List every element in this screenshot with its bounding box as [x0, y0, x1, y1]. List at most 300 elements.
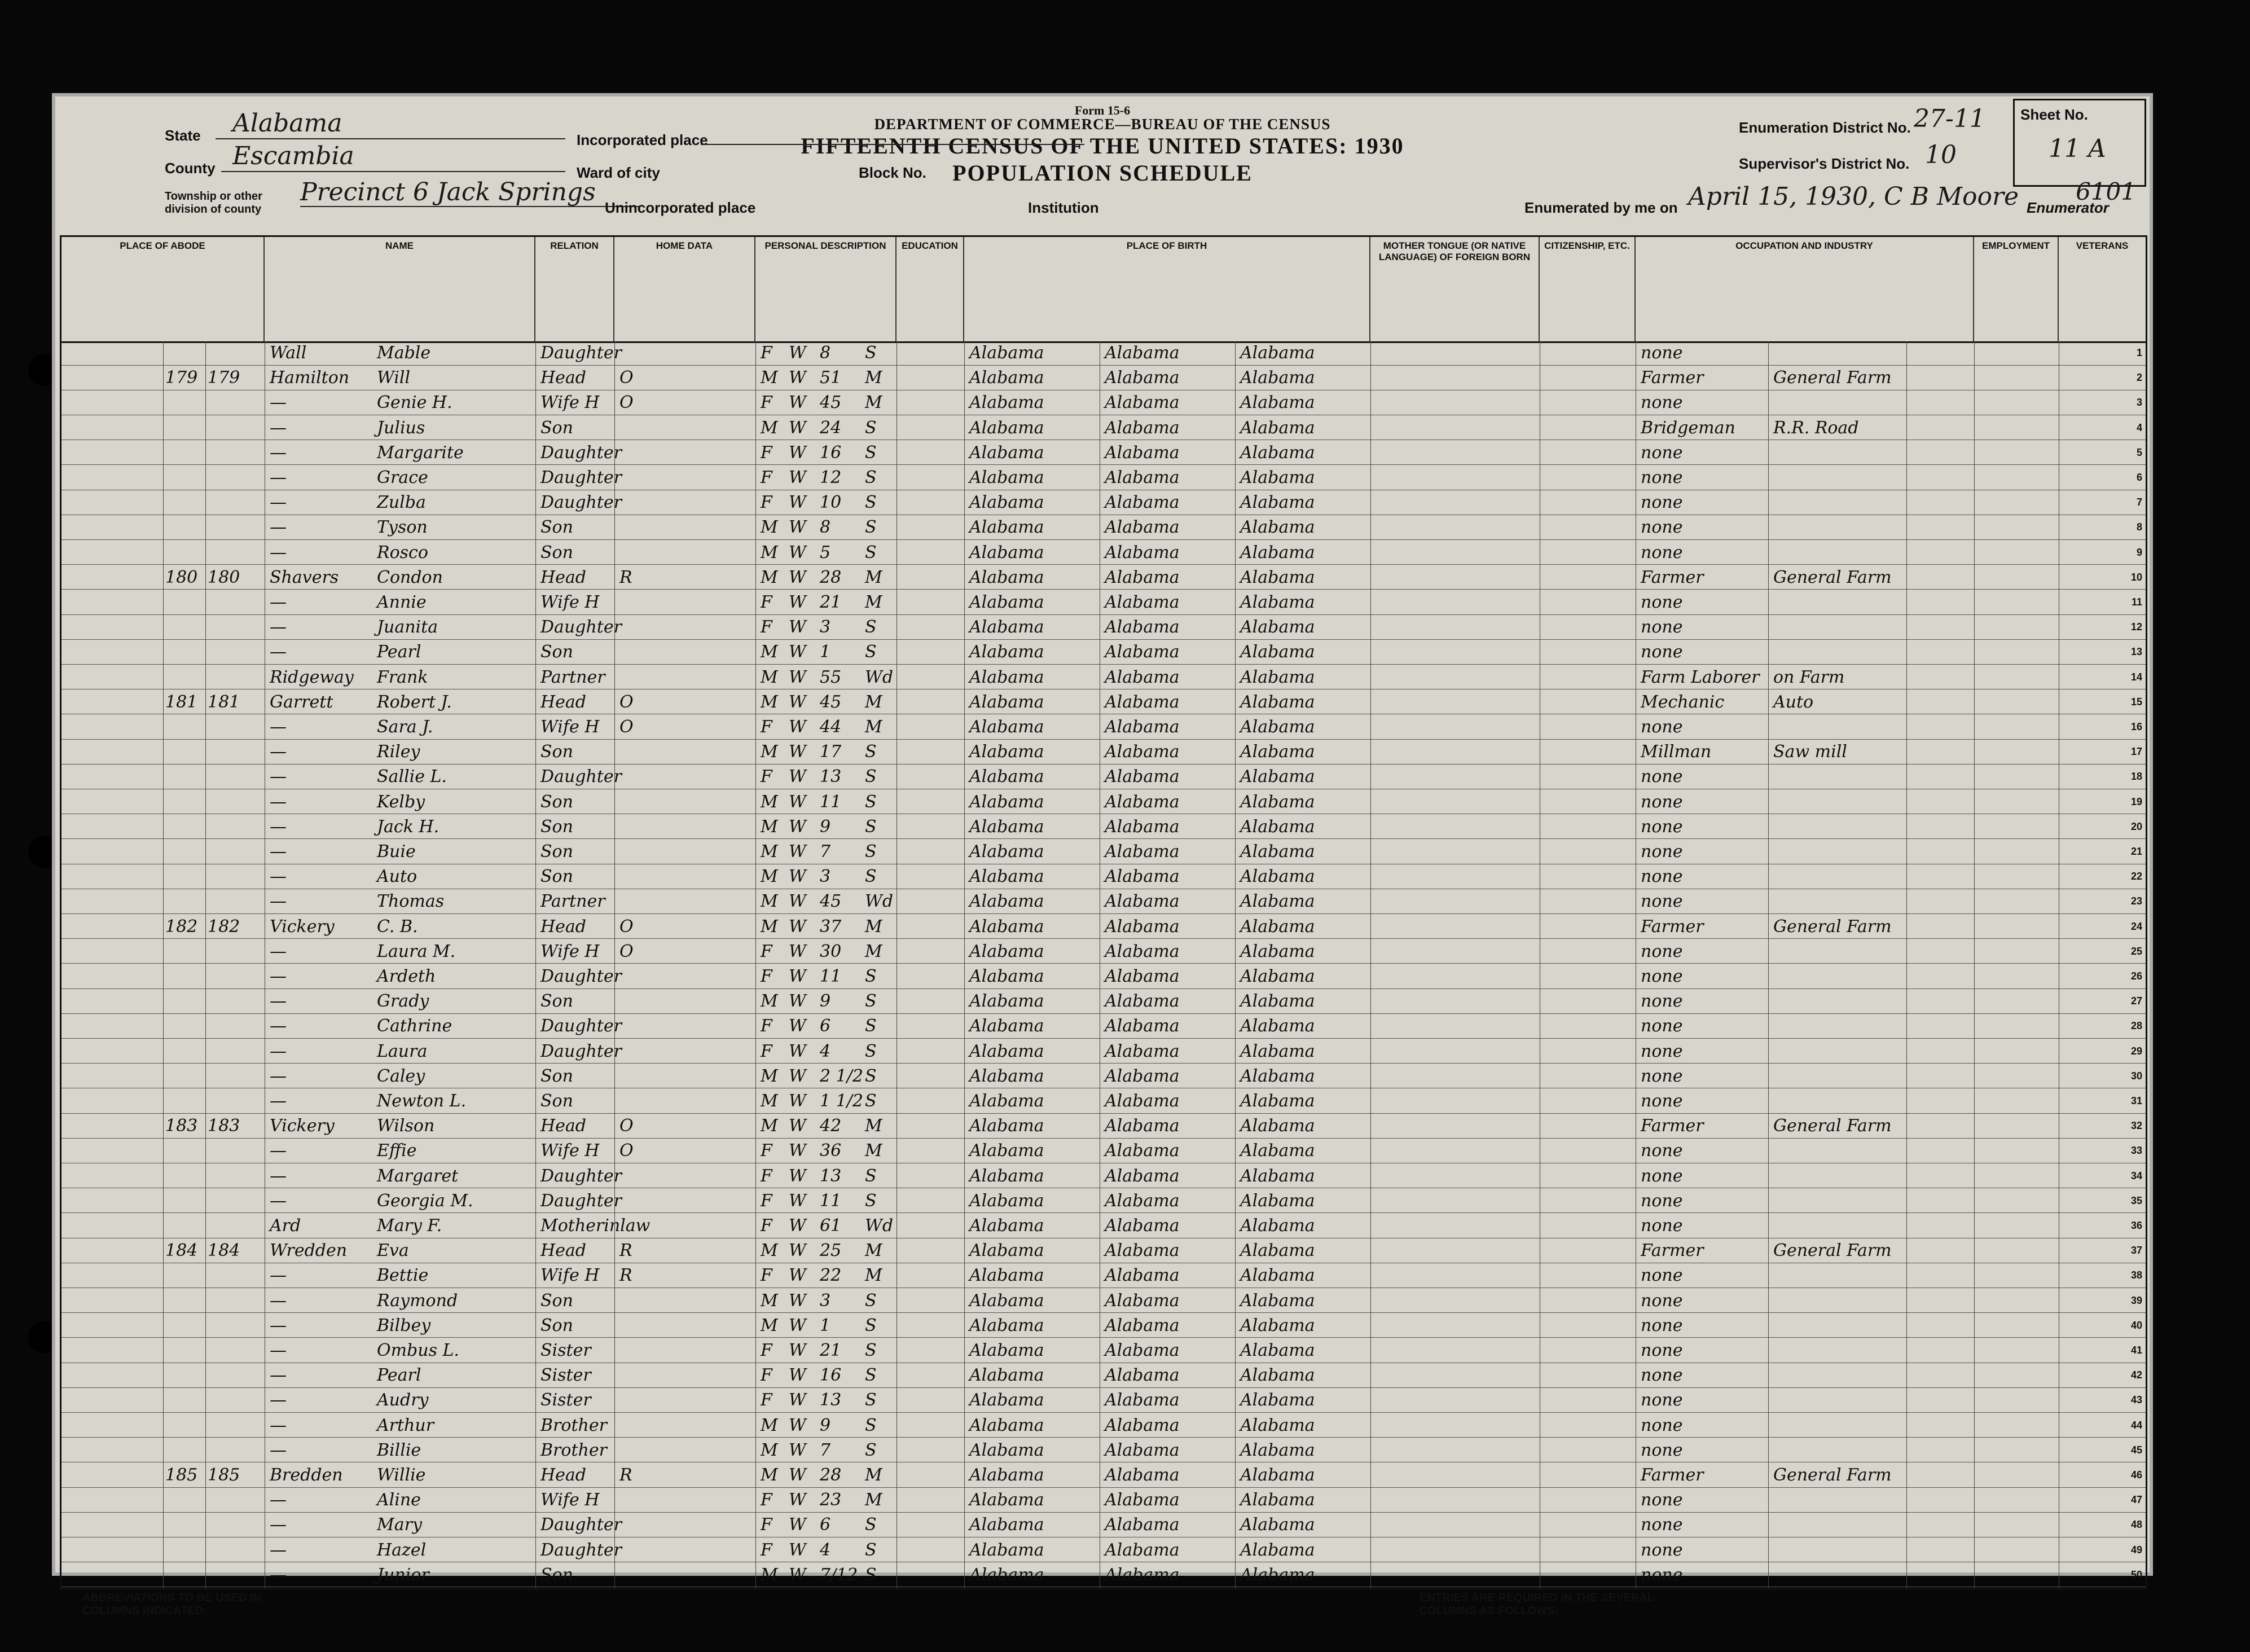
- cell-ind: General Farm: [1773, 1116, 1892, 1136]
- cell-fb: Alabama: [1105, 442, 1180, 463]
- cell-dw: 180: [165, 567, 198, 587]
- cell-mb: Alabama: [1240, 1440, 1315, 1460]
- cell-fb: Alabama: [1105, 493, 1180, 513]
- cell-occ: none: [1641, 717, 1683, 737]
- cell-surname: —: [270, 1490, 287, 1510]
- cell-age: 11: [820, 966, 842, 986]
- cell-rel: Son: [540, 1315, 573, 1335]
- cell-pb: Alabama: [969, 442, 1044, 463]
- cell-occ: none: [1641, 1341, 1683, 1360]
- cell-race: W: [789, 343, 806, 363]
- cell-pb: Alabama: [969, 767, 1044, 787]
- cell-pb: Alabama: [969, 542, 1044, 563]
- cell-age: 7/12: [820, 1565, 858, 1585]
- cell-given: Newton L.: [377, 1091, 467, 1111]
- cell-fb: Alabama: [1105, 1440, 1180, 1460]
- cell-own: [617, 516, 643, 539]
- cell-ms: S: [865, 742, 877, 762]
- cell-surname: —: [270, 442, 287, 463]
- cell-rel: Daughter: [540, 493, 622, 513]
- cell-sex: M: [761, 742, 778, 762]
- line-number: 16: [2130, 721, 2142, 732]
- cell-age: 55: [820, 667, 842, 687]
- cell-age: 4: [820, 1540, 831, 1560]
- cell-dw: [163, 640, 203, 664]
- cell-surname: —: [270, 642, 287, 662]
- cell-own: [617, 1563, 643, 1587]
- cell-given: Auto: [377, 867, 418, 887]
- cell-sex: M: [761, 1440, 778, 1460]
- column-divider: [1974, 341, 1975, 1588]
- line-number: 31: [2130, 1095, 2142, 1106]
- cell-mb: Alabama: [1240, 1365, 1315, 1386]
- cell-mb: Alabama: [1240, 368, 1315, 388]
- cell-ms: S: [865, 867, 877, 887]
- cell-ind: [1771, 1040, 1906, 1064]
- cell-ind: Auto: [1773, 692, 1814, 712]
- table-row: [61, 1289, 2146, 1313]
- cell-fb: Alabama: [1105, 1490, 1180, 1510]
- table-row: [61, 1439, 2146, 1463]
- cell-occ: Mechanic: [1641, 692, 1725, 712]
- cell-fam: [205, 765, 245, 789]
- cell-ind: [1771, 1389, 1906, 1412]
- table-row: [61, 1539, 2146, 1563]
- cell-ms: S: [865, 418, 877, 438]
- state-value: Alabama: [232, 109, 342, 138]
- cell-rel: Daughter: [540, 1515, 622, 1535]
- cell-race: W: [789, 1465, 806, 1485]
- cell-pb: Alabama: [969, 1315, 1044, 1335]
- cell-race: W: [789, 393, 806, 413]
- cell-ind: [1771, 1563, 1906, 1587]
- cell-own: [617, 466, 643, 490]
- cell-fb: Alabama: [1105, 667, 1180, 687]
- ed-label: Enumeration District No.: [1739, 119, 1911, 136]
- col-head-occupation-industry: OCCUPATION AND INDUSTRY: [1636, 237, 1974, 341]
- cell-pb: Alabama: [969, 1241, 1044, 1261]
- cell-sex: F: [761, 1390, 772, 1411]
- cell-fam: [205, 666, 245, 689]
- cell-given: Zulba: [377, 493, 426, 513]
- cell-ms: S: [865, 1016, 877, 1036]
- table-row: [61, 1189, 2146, 1214]
- col-head-relation: RELATION: [535, 237, 614, 341]
- cell-own: [617, 1314, 643, 1338]
- cell-given: C. B.: [377, 916, 418, 937]
- cell-given: Sara J.: [377, 717, 433, 737]
- line-number: 46: [2130, 1469, 2142, 1480]
- cell-occ: none: [1641, 1365, 1683, 1386]
- cell-sex: F: [761, 1490, 772, 1510]
- cell-ms: M: [865, 717, 882, 737]
- cell-ms: M: [865, 941, 882, 961]
- cell-pb: Alabama: [969, 617, 1044, 638]
- cell-fb: Alabama: [1105, 991, 1180, 1012]
- cell-fb: Alabama: [1105, 343, 1180, 363]
- stamp-number: 6101: [2076, 178, 2136, 205]
- cell-fb: Alabama: [1105, 767, 1180, 787]
- cell-race: W: [789, 1515, 806, 1535]
- cell-ind: General Farm: [1773, 916, 1892, 937]
- line-number: 43: [2130, 1394, 2142, 1406]
- cell-given: Laura: [377, 1041, 428, 1061]
- cell-fb: Alabama: [1105, 517, 1180, 538]
- cell-pb: Alabama: [969, 742, 1044, 762]
- cell-pb: Alabama: [969, 717, 1044, 737]
- township-label: Township or other division of county: [165, 190, 262, 216]
- cell-surname: —: [270, 468, 287, 487]
- table-row: [61, 566, 2146, 590]
- table-row: [61, 1364, 2146, 1388]
- cell-age: 28: [820, 567, 842, 587]
- cell-mb: Alabama: [1240, 991, 1315, 1012]
- cell-surname: Ard: [270, 1216, 301, 1236]
- cell-given: Tyson: [377, 517, 428, 538]
- cell-given: Mary F.: [377, 1216, 442, 1236]
- table-row: [61, 1339, 2146, 1363]
- cell-surname: —: [270, 542, 287, 563]
- cell-given: Condon: [377, 567, 443, 587]
- cell-dw: 181: [165, 692, 198, 712]
- cell-dw: [163, 1314, 203, 1338]
- cell-surname: —: [270, 1266, 287, 1286]
- cell-given: Kelby: [377, 792, 425, 812]
- col-head-abode: PLACE OF ABODE: [61, 237, 265, 341]
- cell-race: W: [789, 1440, 806, 1460]
- cell-race: W: [789, 867, 806, 887]
- cell-ind: [1771, 441, 1906, 465]
- cell-race: W: [789, 592, 806, 612]
- cell-ms: S: [865, 1341, 877, 1360]
- cell-rel: Sister: [540, 1341, 591, 1360]
- cell-pb: Alabama: [969, 792, 1044, 812]
- cell-fam: [205, 890, 245, 913]
- cell-fb: Alabama: [1105, 966, 1180, 986]
- cell-dw: [163, 740, 203, 764]
- cell-age: 1 1/2: [820, 1091, 863, 1111]
- cell-surname: —: [270, 792, 287, 812]
- cell-dw: 182: [165, 916, 198, 937]
- table-row: [61, 1464, 2146, 1488]
- cell-sex: F: [761, 1540, 772, 1560]
- cell-age: 3: [820, 1290, 831, 1311]
- cell-sex: F: [761, 1041, 772, 1061]
- cell-own: O: [619, 717, 634, 737]
- cell-ind: [1771, 1264, 1906, 1288]
- cell-ind: General Farm: [1773, 1241, 1892, 1261]
- cell-sex: M: [761, 1241, 778, 1261]
- cell-age: 42: [820, 1116, 842, 1136]
- cell-rel: Head: [540, 916, 587, 937]
- cell-sex: M: [761, 368, 778, 388]
- cell-ind: [1771, 1364, 1906, 1387]
- cell-rel: Brother: [540, 1440, 607, 1460]
- cell-own: [617, 840, 643, 864]
- cell-fb: Alabama: [1105, 792, 1180, 812]
- cell-sex: F: [761, 1166, 772, 1186]
- cell-own: O: [619, 1116, 634, 1136]
- cell-race: W: [789, 1290, 806, 1311]
- cell-rel: Son: [540, 418, 573, 438]
- cell-dw: [163, 541, 203, 565]
- cell-race: W: [789, 891, 806, 912]
- table-row: [61, 1414, 2146, 1438]
- cell-mb: Alabama: [1240, 867, 1315, 887]
- ed-value: 27-11: [1914, 104, 1985, 133]
- cell-pb: Alabama: [969, 368, 1044, 388]
- cell-own: [617, 541, 643, 565]
- cell-surname: —: [270, 1390, 287, 1411]
- line-number: 48: [2130, 1519, 2142, 1531]
- cell-age: 3: [820, 617, 831, 638]
- cell-surname: —: [270, 867, 287, 887]
- cell-fam: [205, 1214, 245, 1238]
- county-line: [221, 171, 565, 172]
- cell-ms: S: [865, 493, 877, 513]
- cell-occ: Farmer: [1641, 1241, 1704, 1261]
- cell-own: [617, 1414, 643, 1438]
- cell-occ: none: [1641, 343, 1683, 363]
- cell-surname: Vickery: [270, 1116, 335, 1136]
- cell-fam: [205, 591, 245, 614]
- cell-rel: Partner: [540, 667, 605, 687]
- cell-ms: S: [865, 842, 877, 862]
- cell-rel: Brother: [540, 1415, 607, 1435]
- cell-given: Riley: [377, 742, 420, 762]
- cell-ms: M: [865, 1490, 882, 1510]
- cell-race: W: [789, 493, 806, 513]
- col-head-personal: PERSONAL DESCRIPTION: [755, 237, 897, 341]
- cell-rel: Partner: [540, 891, 605, 912]
- cell-rel: Daughter: [540, 1041, 622, 1061]
- department-heading: DEPARTMENT OF COMMERCE—BUREAU OF THE CENSUS: [874, 116, 1331, 133]
- cell-fb: Alabama: [1105, 1415, 1180, 1435]
- cell-ind: [1771, 1014, 1906, 1038]
- cell-given: Caley: [377, 1066, 425, 1086]
- cell-sex: M: [761, 842, 778, 862]
- cell-mb: Alabama: [1240, 1016, 1315, 1036]
- cell-occ: none: [1641, 1390, 1683, 1411]
- cell-surname: —: [270, 941, 287, 961]
- cell-age: 13: [820, 1166, 842, 1186]
- table-row: [61, 1214, 2146, 1238]
- cell-ind: General Farm: [1773, 1465, 1892, 1485]
- cell-mb: Alabama: [1240, 891, 1315, 912]
- cell-race: W: [789, 991, 806, 1012]
- cell-sex: M: [761, 867, 778, 887]
- cell-dw: [163, 1563, 203, 1587]
- column-divider: [964, 341, 965, 1588]
- cell-ms: S: [865, 1415, 877, 1435]
- cell-own: [617, 790, 643, 814]
- table-header: [61, 237, 2146, 343]
- line-number: 35: [2130, 1194, 2142, 1206]
- cell-rel: Daughter: [540, 966, 622, 986]
- cell-rel: Son: [540, 1290, 573, 1311]
- table-row: [61, 765, 2146, 789]
- cell-given: Raymond: [377, 1290, 458, 1311]
- cell-rel: Wife H: [540, 717, 600, 737]
- cell-sex: F: [761, 592, 772, 612]
- cell-age: 45: [820, 393, 842, 413]
- line-number: 8: [2136, 521, 2142, 533]
- cell-mb: Alabama: [1240, 592, 1315, 612]
- cell-occ: none: [1641, 1041, 1683, 1061]
- cell-fb: Alabama: [1105, 1241, 1180, 1261]
- line-number: 25: [2130, 945, 2142, 957]
- cell-given: Margaret: [377, 1166, 459, 1186]
- line-number: 23: [2130, 895, 2142, 907]
- cell-fam: [205, 1065, 245, 1088]
- cell-fb: Alabama: [1105, 1290, 1180, 1311]
- cell-ind: General Farm: [1773, 567, 1892, 587]
- cell-dw: [163, 516, 203, 539]
- cell-ms: S: [865, 1066, 877, 1086]
- cell-age: 23: [820, 1490, 842, 1510]
- cell-dw: [163, 341, 203, 365]
- cell-dw: [163, 940, 203, 964]
- cell-ind: [1771, 790, 1906, 814]
- cell-fam: [205, 1513, 245, 1537]
- cell-fam: [205, 441, 245, 465]
- cell-ind: [1771, 1065, 1906, 1088]
- cell-fb: Alabama: [1105, 1266, 1180, 1286]
- cell-fam: [205, 740, 245, 764]
- table-row: [61, 691, 2146, 715]
- entries-title: ENTRIES ARE REQUIRED IN THE SEVERAL COLUMNS AS FOLLOWS:: [1420, 1592, 1654, 1617]
- col-head-home: HOME DATA: [614, 237, 755, 341]
- cell-rel: Daughter: [540, 1166, 622, 1186]
- cell-mb: Alabama: [1240, 1141, 1315, 1161]
- cell-pb: Alabama: [969, 1041, 1044, 1061]
- cell-fam: [205, 1264, 245, 1288]
- cell-race: W: [789, 468, 806, 487]
- cell-sex: M: [761, 1091, 778, 1111]
- cell-surname: —: [270, 1091, 287, 1111]
- cell-surname: —: [270, 1066, 287, 1086]
- cell-mb: Alabama: [1240, 418, 1315, 438]
- cell-sex: F: [761, 617, 772, 638]
- cell-rel: Son: [540, 867, 573, 887]
- cell-ms: M: [865, 1241, 882, 1261]
- cell-rel: Wife H: [540, 941, 600, 961]
- supervisor-value: 10: [1925, 140, 1957, 169]
- cell-mb: Alabama: [1240, 941, 1315, 961]
- cell-mb: Alabama: [1240, 1415, 1315, 1435]
- sheet-label: Sheet No.: [2020, 106, 2088, 123]
- cell-mb: Alabama: [1240, 1341, 1315, 1360]
- cell-mb: Alabama: [1240, 792, 1315, 812]
- table-row: [61, 890, 2146, 914]
- cell-fb: Alabama: [1105, 1390, 1180, 1411]
- cell-pb: Alabama: [969, 592, 1044, 612]
- cell-race: W: [789, 842, 806, 862]
- cell-pb: Alabama: [969, 1190, 1044, 1211]
- cell-fb: Alabama: [1105, 1166, 1180, 1186]
- cell-sex: M: [761, 692, 778, 712]
- cell-own: [617, 1214, 643, 1238]
- cell-fb: Alabama: [1105, 816, 1180, 837]
- cell-rel: Son: [540, 642, 573, 662]
- cell-fam: [205, 1364, 245, 1387]
- cell-own: [617, 1040, 643, 1064]
- cell-ms: S: [865, 1290, 877, 1311]
- cell-occ: none: [1641, 842, 1683, 862]
- cell-age: 9: [820, 816, 831, 837]
- cell-mb: Alabama: [1240, 567, 1315, 587]
- cell-given: Annie: [377, 592, 427, 612]
- cell-age: 5: [820, 542, 831, 563]
- cell-pb: Alabama: [969, 1091, 1044, 1111]
- schedule-table: [60, 235, 2147, 1590]
- cell-age: 6: [820, 1016, 831, 1036]
- cell-race: W: [789, 1415, 806, 1435]
- cell-own: [617, 1364, 643, 1387]
- cell-rel: Head: [540, 368, 587, 388]
- cell-surname: —: [270, 1141, 287, 1161]
- cell-age: 45: [820, 891, 842, 912]
- cell-occ: none: [1641, 442, 1683, 463]
- cell-own: O: [619, 916, 634, 937]
- col-head-birth: PLACE OF BIRTH: [964, 237, 1370, 341]
- cell-own: O: [619, 692, 634, 712]
- line-number: 26: [2130, 970, 2142, 982]
- cell-surname: —: [270, 418, 287, 438]
- cell-dw: [163, 890, 203, 913]
- cell-race: W: [789, 667, 806, 687]
- cell-ms: M: [865, 692, 882, 712]
- cell-fam: [205, 1539, 245, 1562]
- cell-fam: 184: [208, 1241, 240, 1261]
- cell-sex: F: [761, 343, 772, 363]
- cell-race: W: [789, 1066, 806, 1086]
- cell-own: [617, 616, 643, 639]
- cell-occ: none: [1641, 991, 1683, 1012]
- cell-dw: [163, 790, 203, 814]
- cell-ind: [1771, 1439, 1906, 1462]
- cell-race: W: [789, 1116, 806, 1136]
- cell-dw: [163, 1414, 203, 1438]
- cell-dw: [163, 1289, 203, 1313]
- cell-sex: M: [761, 667, 778, 687]
- cell-pb: Alabama: [969, 816, 1044, 837]
- cell-fam: [205, 1089, 245, 1113]
- cell-ms: S: [865, 1540, 877, 1560]
- cell-own: [617, 1014, 643, 1038]
- enumerator-label: Enumerator: [2027, 199, 2109, 216]
- cell-dw: [163, 1513, 203, 1537]
- cell-occ: none: [1641, 941, 1683, 961]
- cell-dw: [163, 466, 203, 490]
- cell-rel: Daughter: [540, 1540, 622, 1560]
- cell-fam: 182: [208, 916, 240, 937]
- cell-ind: [1771, 1165, 1906, 1188]
- cell-race: W: [789, 442, 806, 463]
- cell-fb: Alabama: [1105, 842, 1180, 862]
- cell-dw: 185: [165, 1465, 198, 1485]
- table-row: [61, 1488, 2146, 1513]
- township-line: [300, 206, 639, 207]
- cell-pb: Alabama: [969, 1440, 1044, 1460]
- cell-pb: Alabama: [969, 1116, 1044, 1136]
- cell-pb: Alabama: [969, 1216, 1044, 1236]
- cell-ms: S: [865, 642, 877, 662]
- cell-race: W: [789, 1216, 806, 1236]
- cell-race: W: [789, 1341, 806, 1360]
- cell-race: W: [789, 1166, 806, 1186]
- cell-occ: Farmer: [1641, 368, 1704, 388]
